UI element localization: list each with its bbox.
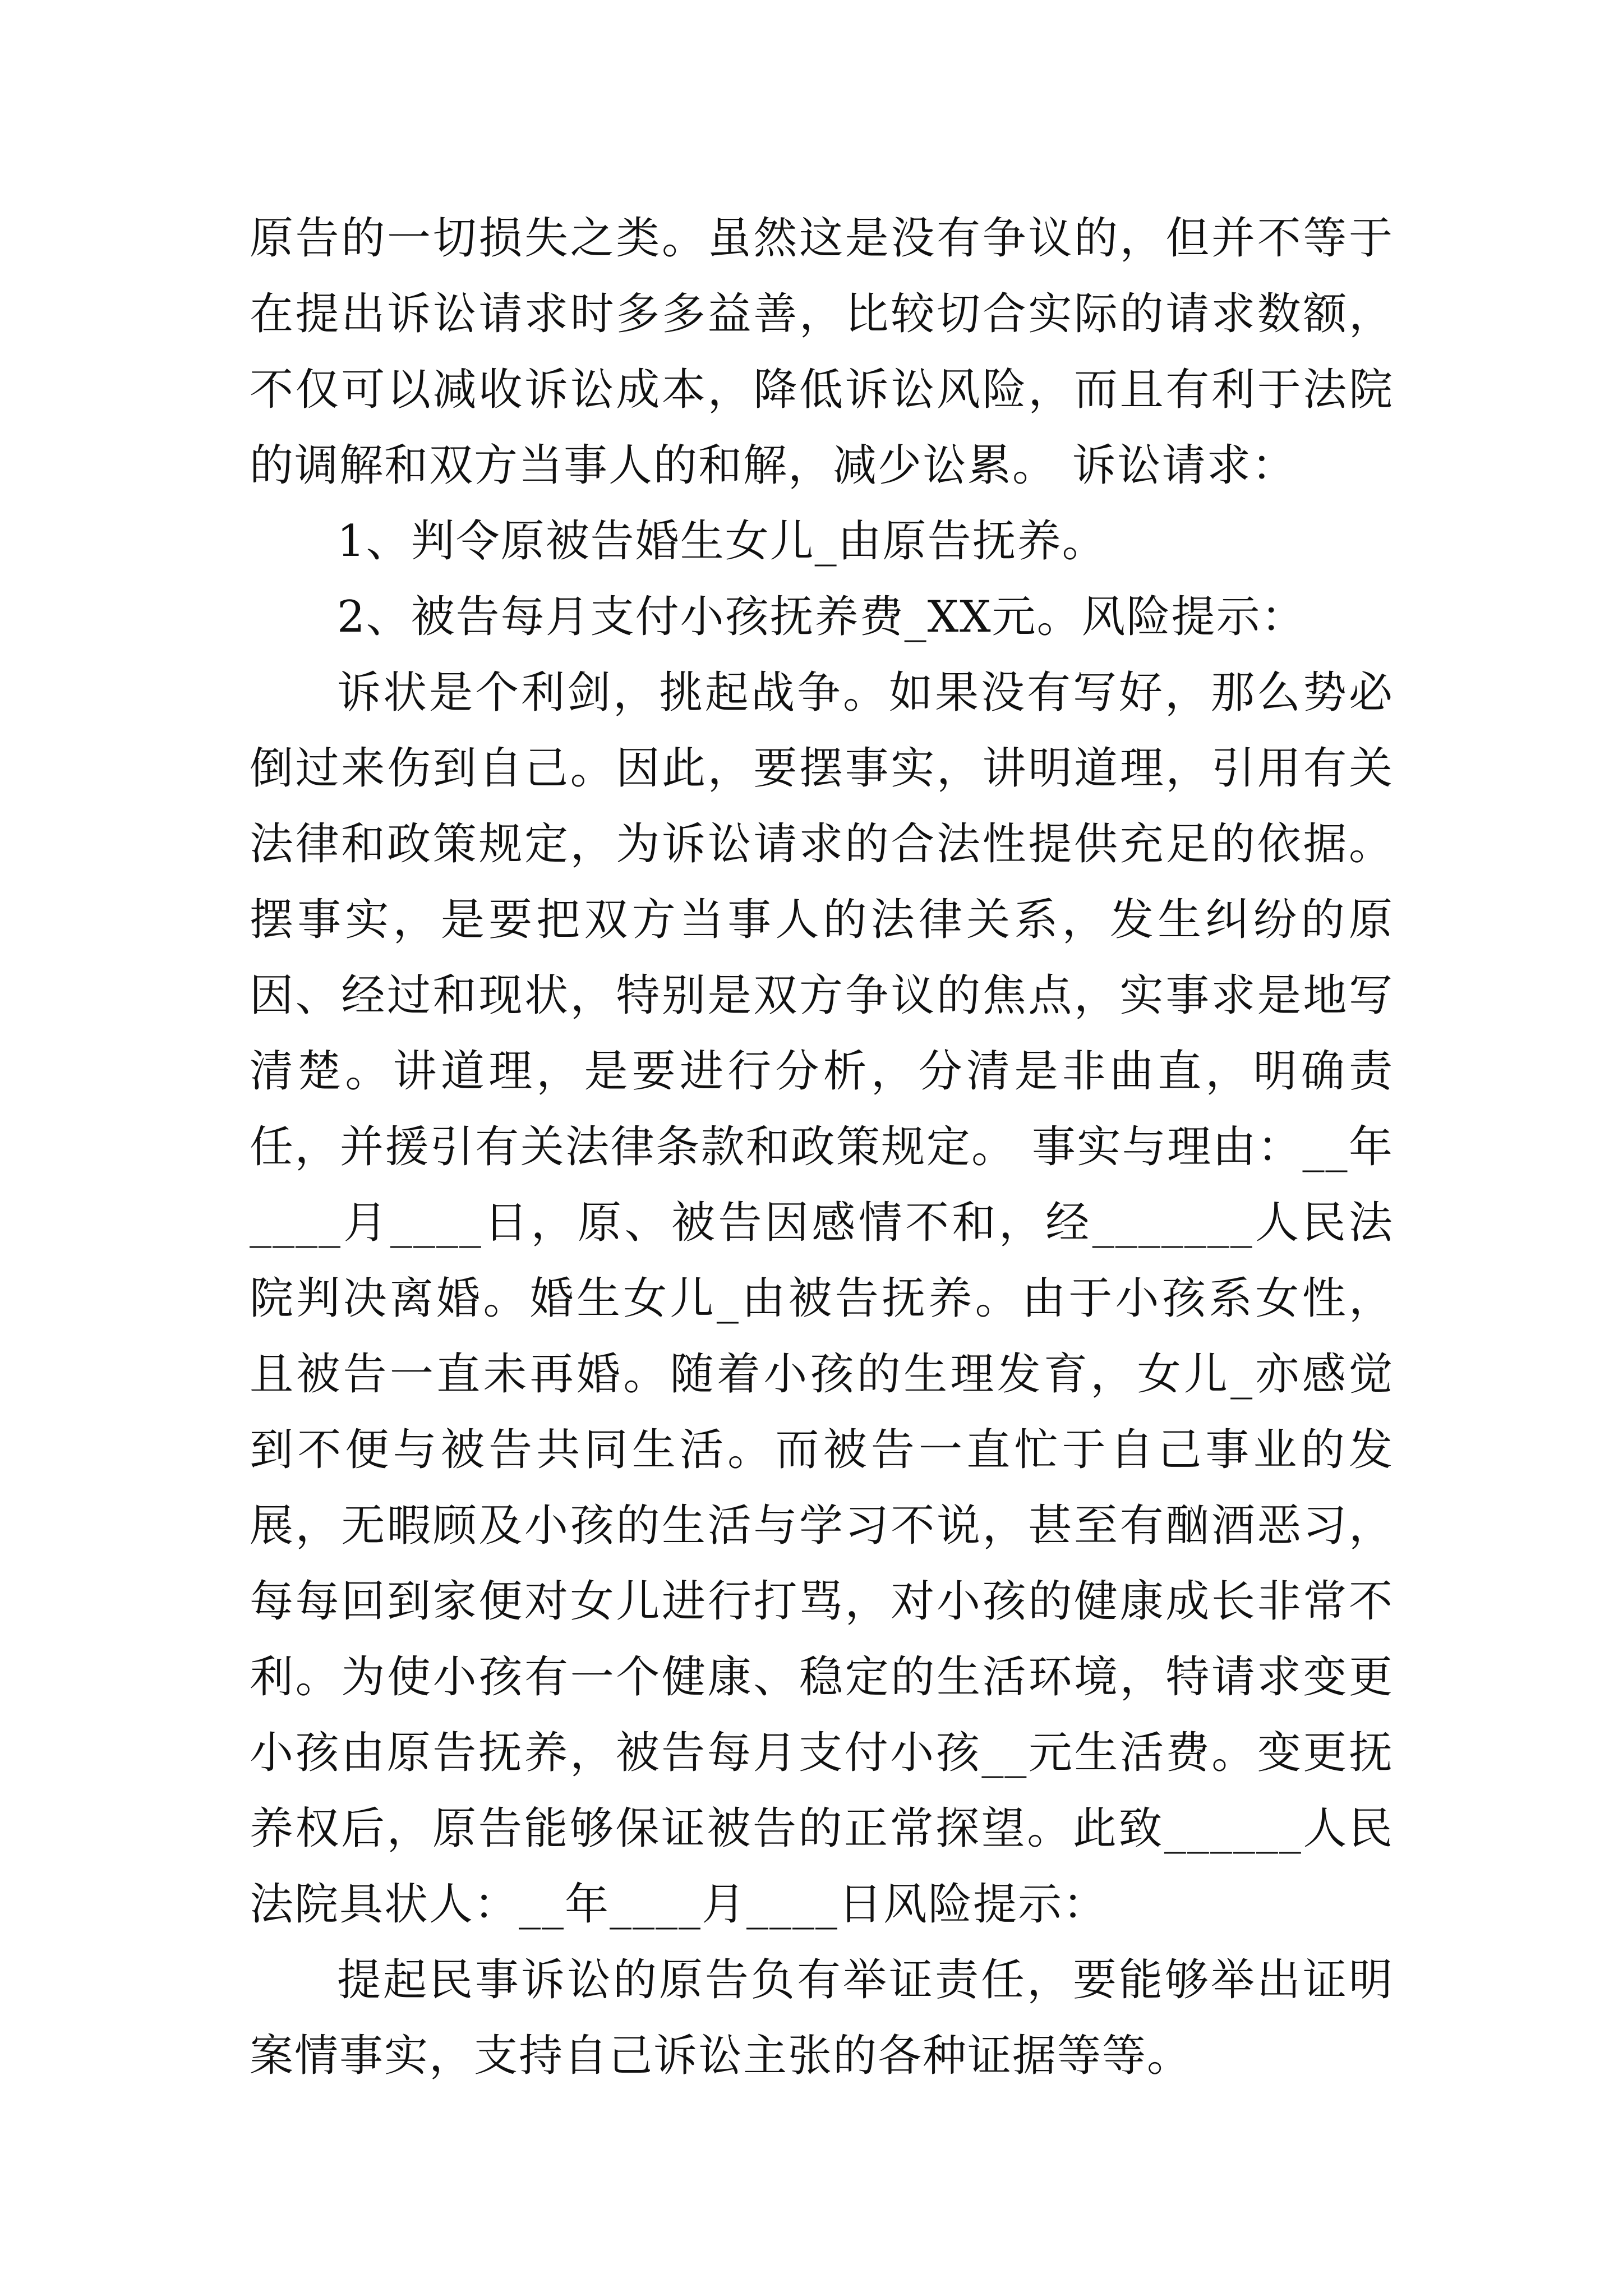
paragraph-claim-1: 1、判令原被告婚生女儿_由原告抚养。 [337,516,1107,567]
paragraph-facts-and-reasons: 诉状是个利剑，挑起战争。如果没有写好，那么势必倒过来伤到自己。因此，要摆事实，讲明道理，引用有关法律和政策规定，为诉讼请求的合法性提供充足的依据。摆事实，是要把双方当事人的法律关系，发生纠纷的原因、经过和现状，特别是双方争议的焦点，实事求是地写清楚。讲道理，是要进行分析，分清是非曲直，明确责任，并援引有关法律条款和政策规定。 事实与理由：__年____月____日，原、被告因感情不和，经_______人民法院判决离婚。婚生女儿_由被告抚养。由于小孩系女性，且被告一直未再婚。随着小孩的生理发育，女儿_亦感觉到不便与被告共同生活。而被告一直忙于自己事业的发展，无暇顾及小孩的生活与学习不说，甚至有酗酒恶习，每每回到家便对女儿进行打骂，对小孩的健康成长非常不利。为使小孩有一个健康、稳定的生活环境，特请求变更小孩由原告抚养，被告每月支付小孩__元生活费。变更抚养权后，原告能够保证被告的正常探望。此致______人民法院具状人：__年____月____日风险提示： [250,668,1394,1930]
paragraph-litigation-cost: 原告的一切损失之类。虽然这是没有争议的，但并不等于在提出诉讼请求时多多益善，比较切合实际的请求数额，不仅可以减收诉讼成本，降低诉讼风险，而且有利于法院的调解和双方当事人的和解，减少讼累。 诉讼请求： [250,213,1394,491]
paragraph-burden-of-proof: 提起民事诉讼的原告负有举证责任，要能够举出证明案情事实，支持自己诉讼主张的各种证据等等。 [250,1955,1394,2081]
document-body [250,201,1394,2094]
paragraph-claim-2: 2、被告每月支付小孩抚养费_XX元。风险提示： [337,592,1306,642]
